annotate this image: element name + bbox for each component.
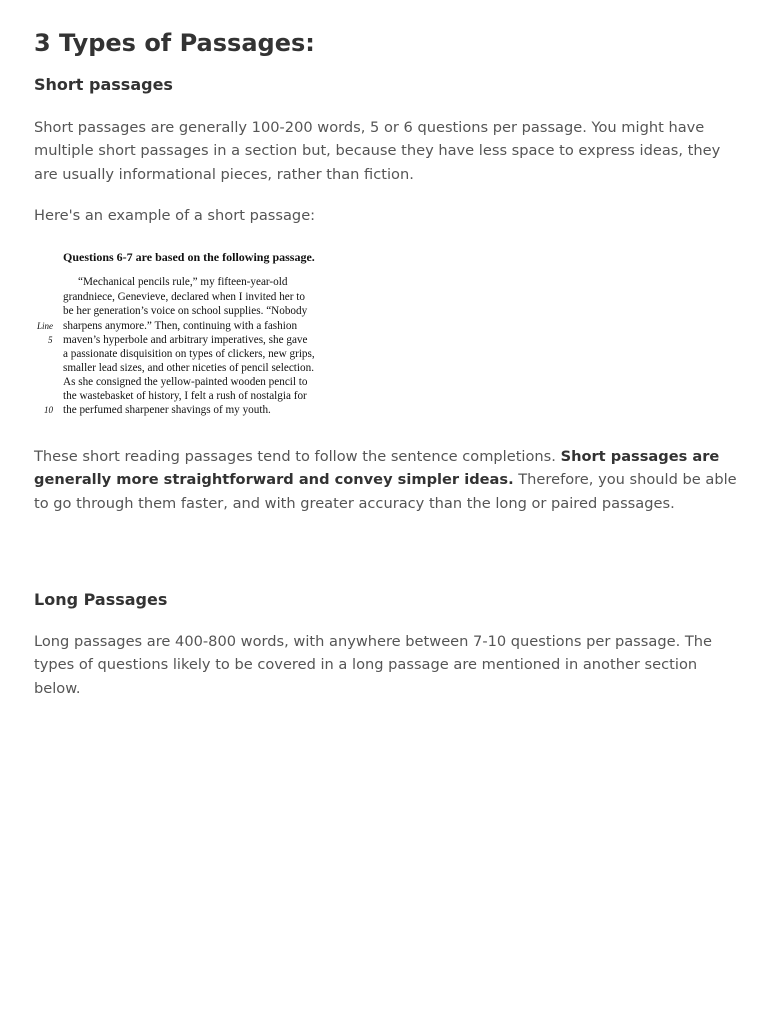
excerpt-heading: Questions 6-7 are based on the following passage. [63,250,315,264]
followup-text-bold: Short passages are generally more straightforward and convey simpler ideas. [34,448,720,489]
excerpt-line-3: be her generation’s voice on school supplies. “Nobody [63,305,308,317]
short-passages-intro: Short passages are generally 100-200 words, 5 or 6 questions per passage. You might have multiple short passages in a section but, because they have less space to express ideas, they are usually informational pieces, rather than fiction. [34,119,721,183]
followup-text-end: Therefore, you should be able to go through them faster, and with greater accuracy than the long or paired passages. [34,471,737,512]
excerpt-line-label: Line [37,321,54,331]
long-passages-heading: Long Passages [34,590,168,609]
excerpt-line-5: maven’s hyperbole and arbitrary imperatives, she gave [63,334,308,346]
long-passages-body: Long passages are 400-800 words, with anywhere between 7-10 questions per passage. The types of questions likely to be covered in a long passage are mentioned in another section below. [34,633,712,697]
short-passages-heading: Short passages [34,75,173,94]
excerpt-line-6: a passionate disquisition on types of clickers, new grips, [63,348,315,360]
example-lead-text: Here's an example of a short passage: [34,207,316,224]
excerpt-line-number-5: 5 [48,335,53,345]
short-passages-followup [34,445,738,515]
excerpt-line-number-10: 10 [44,405,53,415]
excerpt-line-10: the perfumed sharpener shavings of my youth. [63,404,271,416]
page-title: 3 Types of Passages: [34,29,315,57]
excerpt-line-1: “Mechanical pencils rule,” my fifteen-year-old [78,276,288,288]
excerpt-line-2: grandniece, Genevieve, declared when I invited her to [63,291,305,303]
excerpt-line-8: As she consigned the yellow-painted wooden pencil to [63,376,308,388]
excerpt-line-9: the wastebasket of history, I felt a rush of nostalgia for [63,390,307,402]
passage-excerpt-image [34,246,344,422]
excerpt-line-4: sharpens anymore.” Then, continuing with a fashion [63,320,298,332]
excerpt-line-7: smaller lead sizes, and other niceties of pencil selection. [63,362,315,374]
followup-text-start: These short reading passages tend to follow the sentence completions. [34,448,561,465]
